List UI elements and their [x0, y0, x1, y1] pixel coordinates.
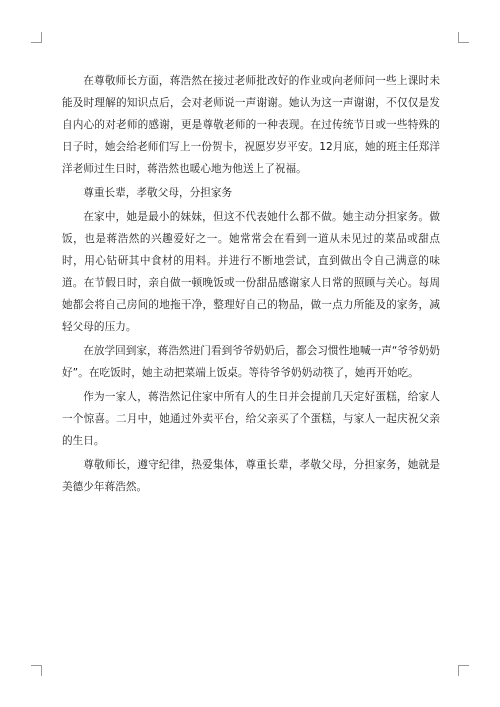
paragraph-grandparents: 在放学回到家，蒋浩然进门看到爷爷奶奶后，都会习惯性地喊一声“爷爷奶奶好”。在吃饭时，她主动把菜端上饭桌。等待爷爷奶奶动筷了，她再开始吃。	[62, 345, 440, 379]
crop-mark-top-left	[31, 32, 42, 43]
document-body	[62, 70, 440, 498]
crop-mark-bottom-right	[458, 665, 469, 676]
crop-mark-top-right	[458, 32, 469, 43]
paragraph-conclusion: 尊敬师长，遵守纪律，热爱集体，尊重长辈，孝敬父母，分担家务，她就是美德少年蒋浩然。	[62, 459, 440, 493]
paragraph-household-chores: 在家中，她是最小的妹妹，但这不代表她什么都不做。她主动分担家务。做饭，也是蒋浩然的兴趣爱好之一。她常常会在看到一道从未见过的菜品或甜点时，用心钻研其中食材的用料。并进行不断地尝试，直到做出令自己满意的味道。在节假日时，亲自做一顿晚饭或一份甜品感谢家人日常的照顾与关心。每周她都会将自己房间的地拖干净，整理好自己的物品，做一点力所能及的家务，减轻父母的压力。	[62, 211, 440, 333]
paragraph-respect-teachers: 在尊敬师长方面，蒋浩然在接过老师批改好的作业或向老师问一些上课时未能及时理解的知识点后，会对老师说一声谢谢。她认为这一声谢谢，不仅仅是发自内心的对老师的感谢，更是尊敬老师的一种表现。在过传统节日或一些特殊的日子时，她会给老师们写上一份贺卡，祝愿岁岁平安。12月底，她的班主任郑洋洋老师过生日时，蒋浩然也暖心地为他送上了祝福。	[62, 75, 440, 175]
section-heading-family: 尊重长辈，孝敬父母，分担家务	[83, 187, 233, 199]
paragraph-birthdays: 作为一家人，蒋浩然记住家中所有人的生日并会提前几天定好蛋糕，给家人一个惊喜。二月中，她通过外卖平台，给父亲买了个蛋糕，与家人一起庆祝父亲的生日。	[62, 391, 440, 447]
crop-mark-bottom-left	[31, 665, 42, 676]
